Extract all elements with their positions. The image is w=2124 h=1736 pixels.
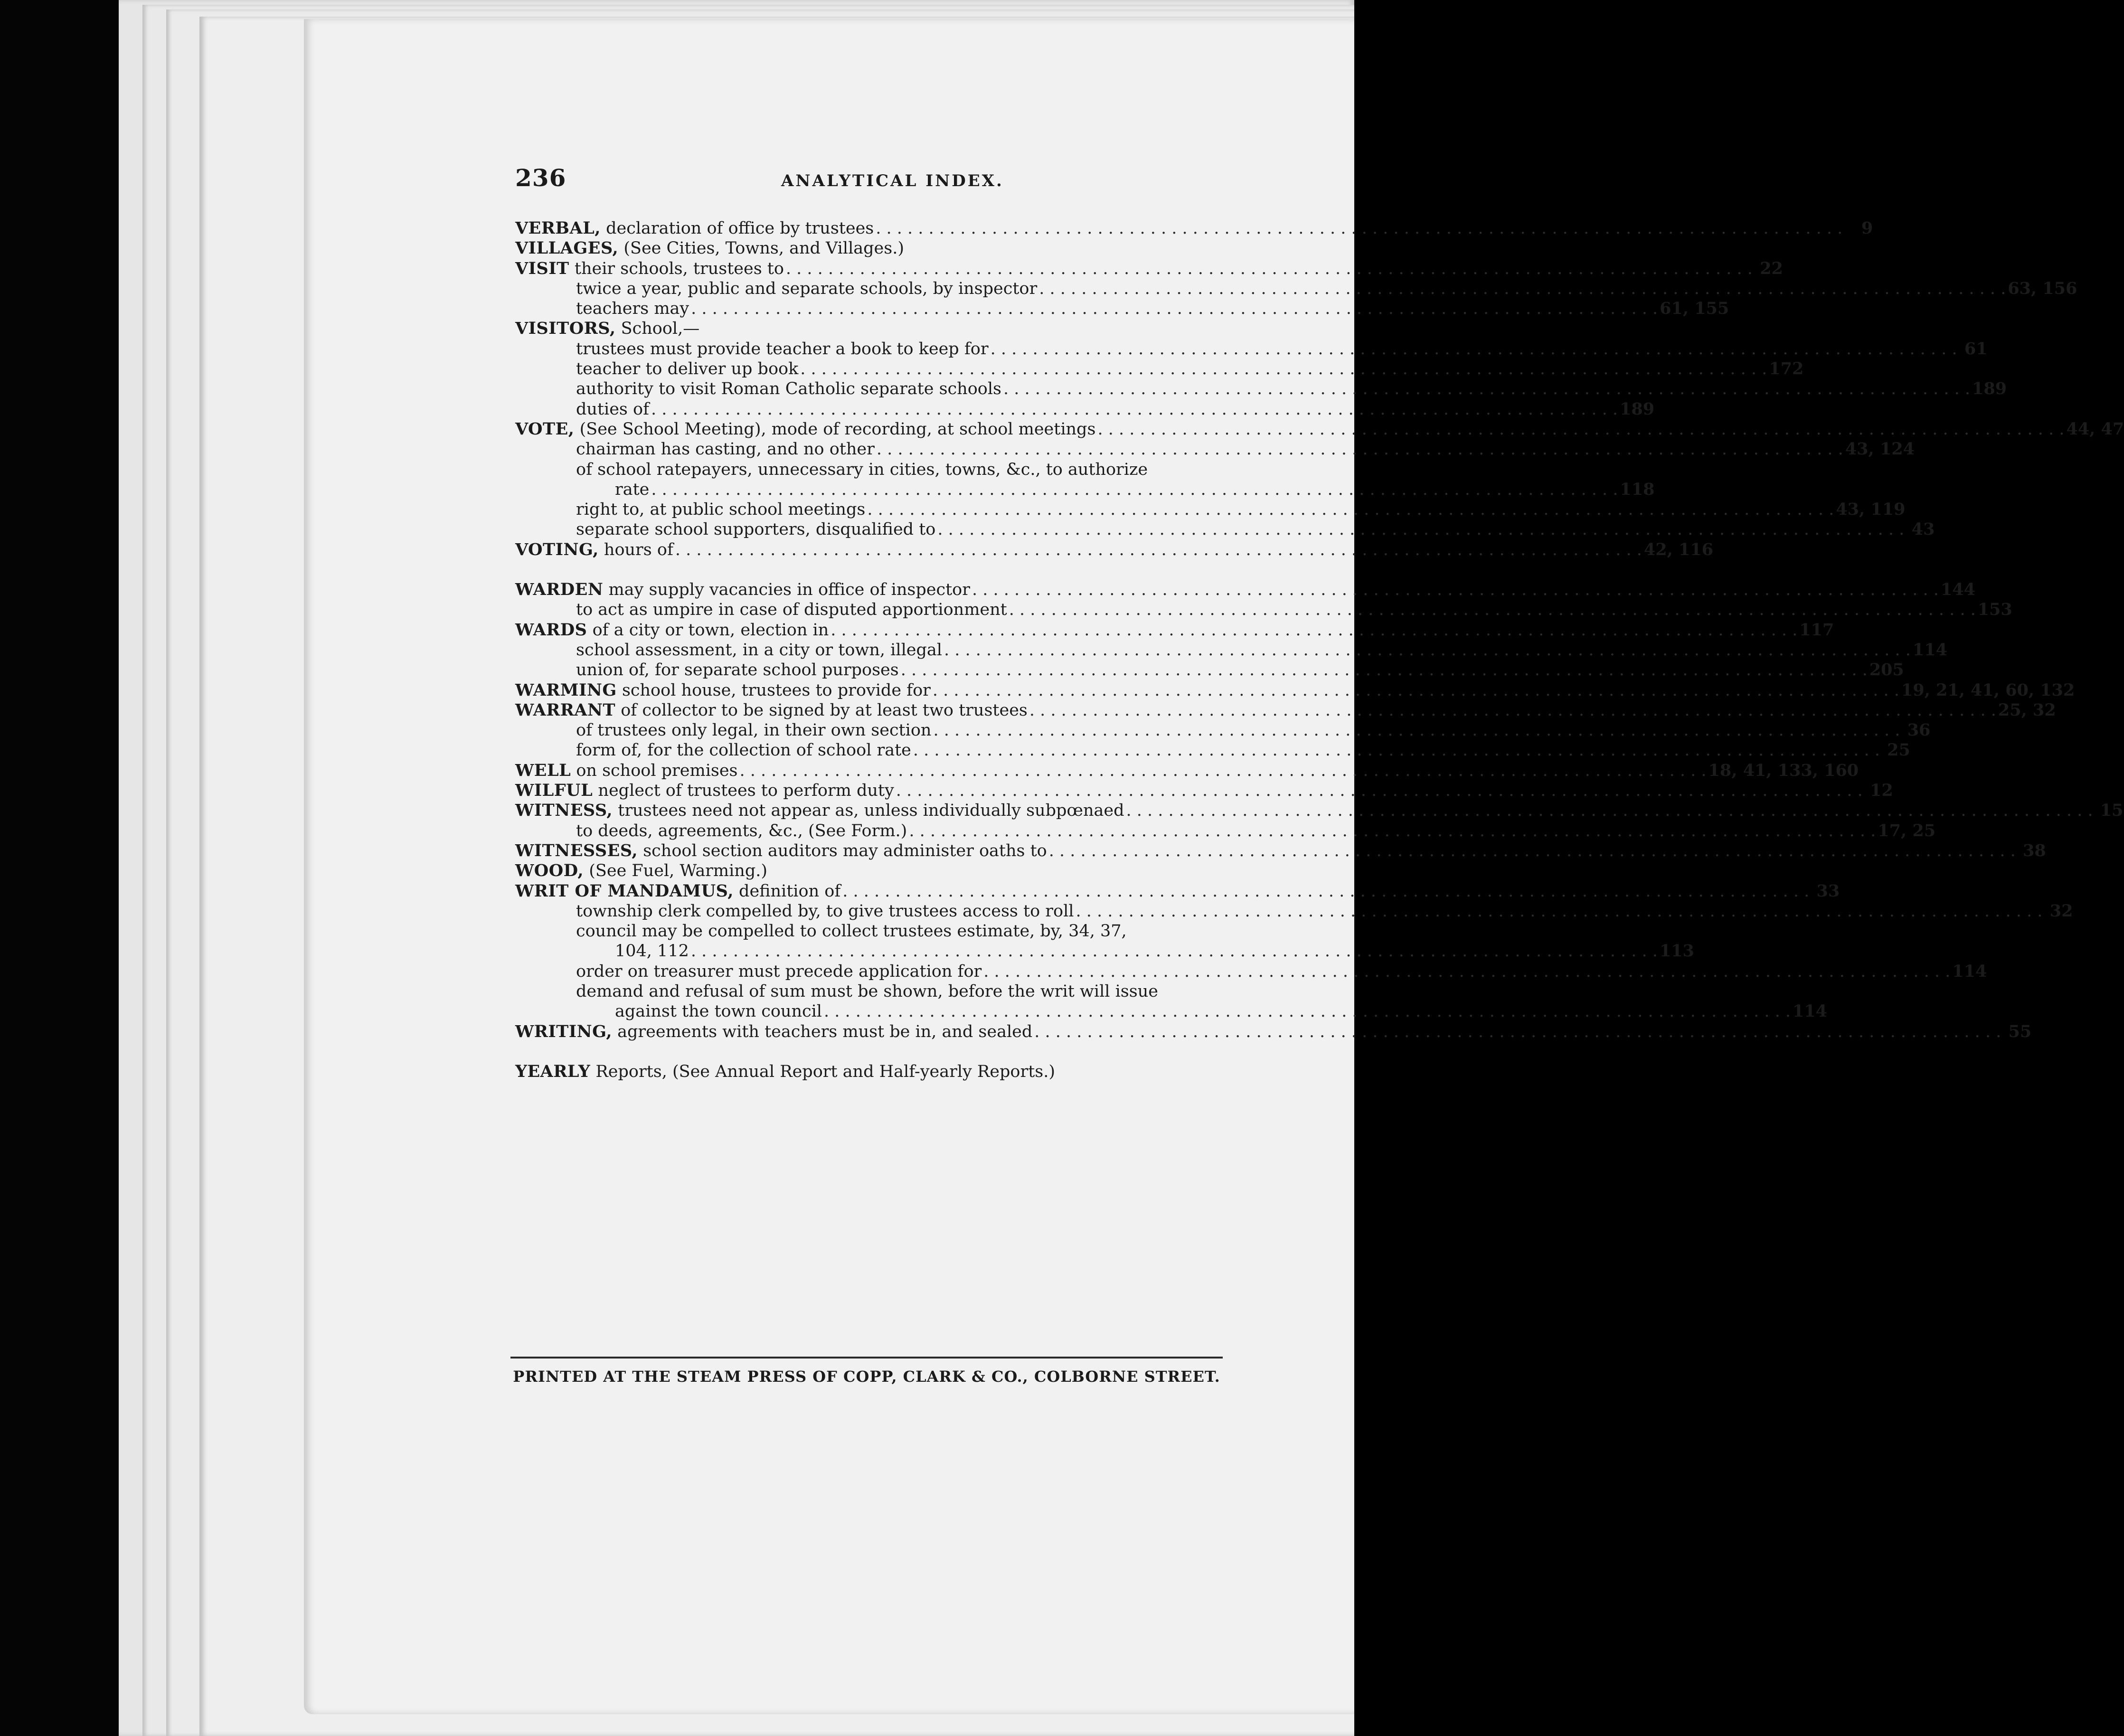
entry-text: form of, for the collection of school rate	[576, 741, 911, 760]
dot-leader	[651, 399, 1618, 419]
entry-pages: 18, 41, 133, 160	[1708, 760, 1859, 780]
index-entry	[515, 961, 1987, 981]
entry-pages: 153	[1977, 600, 2012, 620]
entry-text: against the town council	[615, 1002, 822, 1021]
entry-text: teachers may	[576, 299, 689, 319]
dot-leader	[933, 720, 1900, 740]
entry-pages: 43, 124	[1845, 439, 1915, 459]
entry-pages: 144	[1940, 580, 1975, 600]
index-entry	[515, 379, 2007, 399]
entry-text: of a city or town, election in	[592, 620, 829, 640]
entry-pages: 43	[1911, 519, 1935, 539]
entry-pages: 17, 25	[1878, 821, 1936, 840]
index-entry	[515, 539, 1714, 560]
entry-text: separate school supporters, disqualified to	[576, 520, 936, 539]
index-entry	[515, 740, 1910, 760]
entry-text: neglect of trustees to perform duty	[598, 781, 894, 801]
dot-leader	[983, 962, 1950, 981]
entry-text: school assessment, in a city or town, illegal	[576, 640, 942, 660]
dot-leader	[1003, 379, 1970, 399]
entry-pages: 19, 21, 41, 60, 132	[1901, 680, 2075, 700]
entry-text: trustees must provide teacher a book to keep for	[576, 339, 989, 359]
dot-leader	[867, 500, 1834, 519]
entry-heading: WRIT OF MANDAMUS,	[515, 881, 734, 901]
index-entry	[515, 941, 1694, 961]
entry-text: hours of	[604, 540, 673, 559]
page-header	[515, 164, 1237, 197]
dot-leader	[691, 299, 1658, 319]
entry-text: their schools, trustees to	[574, 259, 784, 278]
running-head: ANALYTICAL INDEX.	[781, 171, 1004, 190]
index-entry	[515, 359, 1804, 379]
entry-heading: VISIT	[515, 258, 569, 278]
entry-heading: WELL	[515, 760, 571, 780]
entry-text: teacher to deliver up book	[576, 359, 799, 379]
dot-leader	[876, 218, 1842, 238]
index-entry	[515, 258, 1783, 279]
dot-leader	[1126, 801, 2093, 821]
entry-text: township clerk compelled by, to give trustees access to roll	[576, 901, 1074, 921]
entry-text: chairman has casting, and no other	[576, 440, 875, 459]
index-entry	[515, 840, 2046, 861]
entry-heading: WARDS	[515, 620, 587, 640]
entry-pages: 61, 155	[1660, 299, 1729, 319]
entry-pages: 114	[1952, 961, 1987, 981]
entry-text: Reports, (See Annual Report and Half-yearly Reports.)	[595, 1062, 1055, 1081]
entry-text: council may be compelled to collect trustees estimate, by, 34, 37,	[576, 922, 1127, 941]
entry-text: on school premises	[576, 761, 738, 780]
entry-pages: 189	[1620, 399, 1655, 419]
entry-pages: 118	[1620, 479, 1655, 499]
entry-heading: WITNESSES,	[515, 840, 638, 860]
footer-rule	[510, 1357, 1223, 1359]
dot-leader	[991, 339, 1957, 359]
entry-pages: 25, 32	[1998, 700, 2056, 720]
entry-text: rate	[615, 480, 650, 499]
index-entry	[515, 1062, 1242, 1082]
index-entry	[515, 319, 1242, 339]
entry-pages: 61	[1964, 339, 1988, 359]
entry-pages: 44, 47	[2066, 419, 2124, 439]
entry-pages: 113	[1659, 941, 1694, 961]
entry-text: to deeds, agreements, &c., (See Form.)	[576, 821, 907, 840]
entry-pages: 32	[2049, 901, 2073, 921]
dot-leader	[1049, 841, 2016, 861]
index-entry	[515, 781, 1893, 801]
dot-leader	[877, 439, 1843, 459]
entry-pages: 205	[1869, 660, 1904, 680]
entry-pages: 63, 156	[2008, 278, 2077, 298]
index-entry	[515, 519, 1935, 539]
dot-leader	[740, 761, 1707, 781]
entry-text: order on treasurer must precede application for	[576, 962, 982, 981]
entry-pages: 9	[1861, 218, 1873, 238]
entry-pages: 117	[1799, 620, 1834, 640]
entry-pages: 12	[1870, 781, 1893, 801]
entry-heading: VERBAL,	[515, 218, 601, 238]
index-entry	[515, 881, 1840, 901]
dot-leader	[786, 259, 1753, 279]
index-entry	[515, 419, 2124, 439]
entry-heading: VOTING,	[515, 539, 599, 559]
dot-leader	[933, 680, 1899, 700]
entry-heading: VISITORS,	[515, 319, 616, 339]
entry-pages: 22	[1760, 258, 1783, 278]
entry-text: (See Cities, Towns, and Villages.)	[623, 239, 904, 258]
entry-heading: YEARLY	[515, 1061, 591, 1081]
entry-text: demand and refusal of sum must be shown, before the writ will issue	[576, 981, 1158, 1001]
entry-text: may supply vacancies in office of inspector	[608, 580, 970, 600]
index-entry	[515, 278, 2077, 299]
index-entry	[515, 700, 2056, 720]
entry-text: duties of	[576, 399, 650, 419]
dot-leader	[909, 821, 1876, 841]
index-entry	[515, 720, 1931, 740]
index-entry	[515, 399, 1655, 419]
entry-text: declaration of office by trustees	[606, 219, 874, 238]
dot-leader	[831, 620, 1797, 640]
entry-pages: 36	[1907, 720, 1931, 740]
entry-text: school section auditors may administer oaths to	[643, 841, 1047, 860]
dot-leader	[1034, 1022, 2001, 1042]
index-entry	[515, 299, 1729, 319]
entry-heading: WILFUL	[515, 781, 593, 801]
index-entry	[515, 600, 2012, 620]
dot-leader	[1029, 700, 1996, 720]
dot-leader	[800, 359, 1767, 379]
dot-leader	[972, 580, 1939, 600]
entry-text: definition of	[739, 881, 841, 901]
entry-heading: WARRANT	[515, 700, 616, 720]
index-entry	[515, 801, 2124, 821]
index-entry	[515, 921, 1242, 941]
entry-text: of school ratepayers, unnecessary in cities, towns, &c., to authorize	[576, 460, 1148, 479]
index-entry	[515, 640, 1947, 660]
dot-leader	[896, 781, 1863, 801]
entry-heading: WARMING	[515, 680, 617, 700]
index-entry	[515, 580, 1975, 600]
dot-leader	[1097, 419, 2064, 439]
index-entry	[515, 460, 1242, 480]
index-entry	[515, 439, 1915, 459]
dot-leader	[824, 1001, 1791, 1021]
entry-heading: WARDEN	[515, 580, 604, 600]
entry-pages: 172	[1769, 359, 1804, 379]
entry-text: of collector to be signed by at least two trustees	[621, 700, 1028, 720]
index-entry	[515, 680, 2075, 700]
entry-text: (See Fuel, Warming.)	[589, 861, 768, 881]
index-entry	[515, 238, 1242, 258]
entry-heading: WRITING,	[515, 1021, 613, 1041]
entry-text: trustees need not appear as, unless individually subpœnaed	[618, 801, 1124, 821]
index-entry	[515, 981, 1242, 1001]
index-entry	[515, 500, 1906, 519]
index-entry	[515, 901, 2073, 921]
entry-pages: 15	[2100, 801, 2124, 821]
entry-pages: 114	[1912, 640, 1947, 660]
index-entry	[515, 861, 1242, 881]
printer-imprint: PRINTED AT THE STEAM PRESS OF COPP, CLARK & CO., COLBORNE STREET.	[513, 1368, 1220, 1386]
entry-pages: 25	[1887, 740, 1910, 760]
entry-pages: 43, 119	[1836, 500, 1906, 519]
dot-leader	[675, 540, 1642, 560]
entry-pages: 55	[2008, 1021, 2032, 1041]
index-entry	[515, 1001, 1828, 1021]
dot-leader	[937, 519, 1904, 539]
index-entry	[515, 620, 1834, 640]
dot-leader	[1076, 901, 2042, 921]
entry-heading: WOOD,	[515, 861, 584, 881]
dot-leader	[913, 740, 1880, 760]
entry-pages: 42, 116	[1643, 539, 1714, 559]
index-list	[515, 218, 2124, 1082]
entry-heading: VOTE,	[515, 419, 575, 439]
entry-text: of trustees only legal, in their own section	[576, 721, 932, 740]
entry-heading: WITNESS,	[515, 801, 613, 821]
entry-text: 104, 112	[615, 942, 689, 961]
entry-pages: 114	[1792, 1001, 1828, 1021]
index-entry	[515, 479, 1655, 500]
dot-leader	[691, 941, 1658, 961]
dot-leader	[944, 640, 1911, 660]
page-number: 236	[515, 164, 566, 192]
index-entry	[515, 821, 1936, 841]
dot-leader	[1039, 279, 2006, 299]
entry-text: to act as umpire in case of disputed apportionment	[576, 600, 1007, 620]
dot-leader	[842, 881, 1809, 901]
entry-heading: VILLAGES,	[515, 238, 619, 258]
entry-pages: 38	[2022, 840, 2046, 860]
entry-pages: 33	[1816, 881, 1840, 901]
entry-text: school house, trustees to provide for	[622, 680, 931, 700]
index-entry	[515, 660, 1904, 680]
index-entry	[515, 760, 1859, 781]
index-entry	[515, 1021, 2032, 1042]
index-entry	[515, 218, 1873, 238]
entry-text: authority to visit Roman Catholic separate schools	[576, 379, 1001, 399]
dot-leader	[1009, 600, 1976, 620]
entry-text: (See School Meeting), mode of recording, at school meetings	[579, 419, 1096, 439]
entry-text: twice a year, public and separate schools, by inspector	[576, 279, 1038, 298]
entry-text: union of, for separate school purposes	[576, 660, 899, 680]
entry-pages: 189	[1972, 379, 2007, 399]
entry-text: agreements with teachers must be in, and sealed	[617, 1022, 1033, 1041]
entry-text: School,—	[621, 319, 700, 339]
dot-leader	[651, 480, 1618, 500]
entry-text: right to, at public school meetings	[576, 500, 866, 519]
index-entry	[515, 339, 1988, 359]
dot-leader	[901, 660, 1868, 680]
